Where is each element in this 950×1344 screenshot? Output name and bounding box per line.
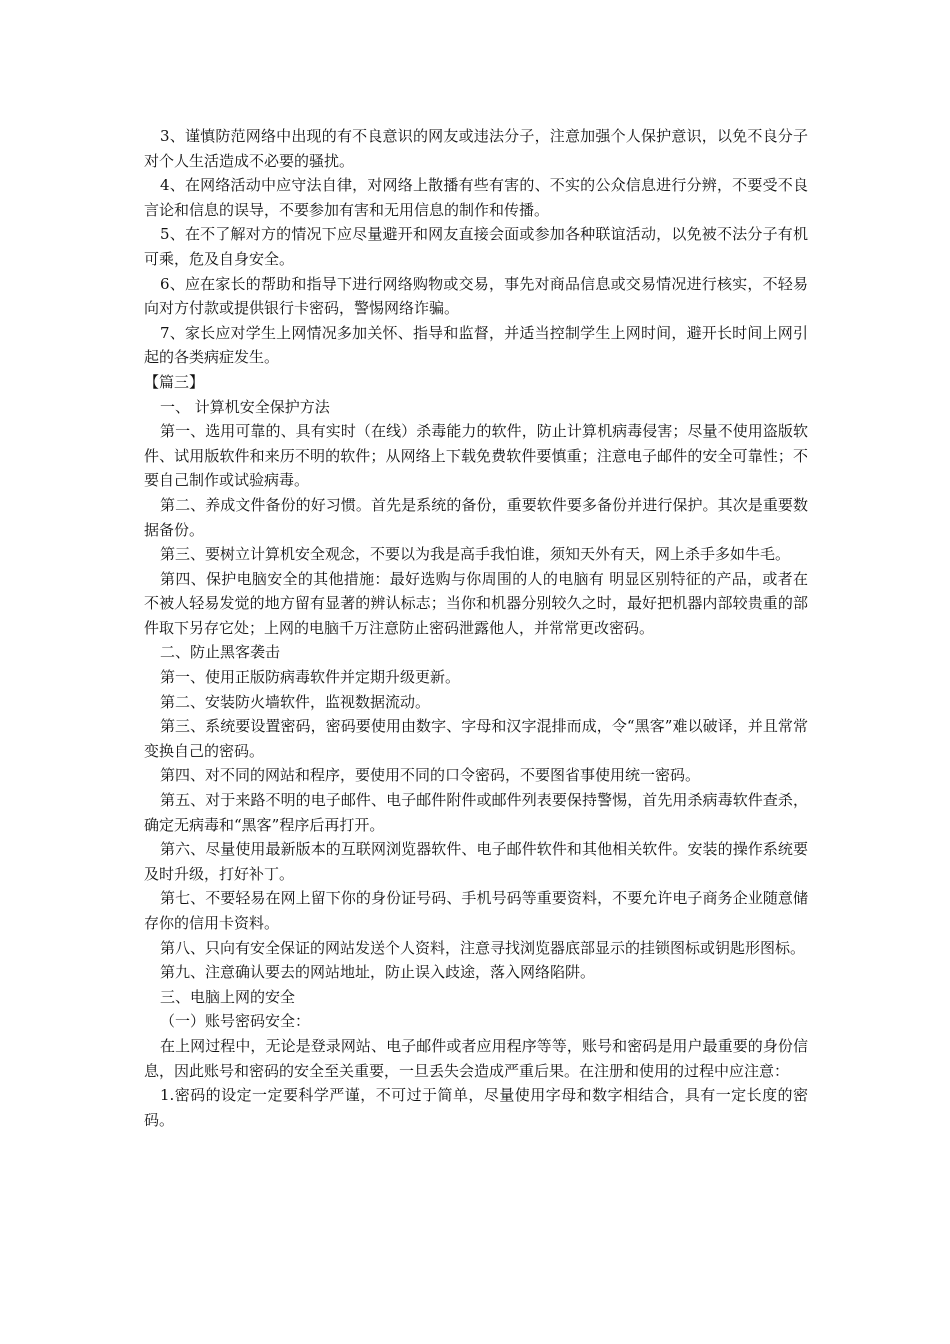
heading-prevent-hackers: 二、防止黑客袭击 xyxy=(160,643,281,662)
heading-computer-security: 一、 计算机安全保护方法 xyxy=(160,397,330,416)
paragraph-tip-5: 5、在不了解对方的情况下应尽量避开和网友直接会面或参加各种联谊活动，以免被不法分子有机可乘，危及自身安全。 xyxy=(144,225,808,268)
paragraph-tip-7: 7、家长应对学生上网情况多加关怀、指导和监督，并适当控制学生上网时间，避开长时间上网引起的各类病症发生。 xyxy=(144,323,808,367)
paragraph-hacker-4: 第四、对不同的网站和程序，要使用不同的口令密码，不要图省事使用统一密码。 xyxy=(160,766,701,785)
paragraph-hacker-3: 第三、系统要设置密码，密码要使用由数字、字母和汉字混排而成，令“黑客”难以破译，并且常常变换自己的密码。 xyxy=(144,717,808,760)
paragraph-tip-4: 4、在网络活动中应守法自律，对网络上散播有些有害的、不实的公众信息进行分辨，不要受不良言论和信息的误导，不要参加有害和无用信息的制作和传播。 xyxy=(144,176,808,219)
paragraph-security-4: 第四、保护电脑安全的其他措施：最好选购与你周围的人的电脑有 明显区别特征的产品，或者在不被人轻易发觉的地方留有显著的辨认标志；当你和机器分别较久之时，最好把机器内部较贵重的部件取下另存它处；上网的电脑千万注意防止密码泄露他人，并常常更改密码。 xyxy=(144,569,808,637)
paragraph-security-3: 第三、要树立计算机安全观念，不要以为我是高手我怕谁，须知天外有天，网上杀手多如牛毛。 xyxy=(160,545,791,564)
paragraph-hacker-6: 第六、尽量使用最新版本的互联网浏览器软件、电子邮件软件和其他相关软件。安装的操作系统要及时升级，打好补丁。 xyxy=(144,840,808,883)
paragraph-tip-3: 3、谨慎防范网络中出现的有不良意识的网友或违法分子，注意加强个人保护意识，以免不良分子对个人生活造成不必要的骚扰。 xyxy=(144,127,808,170)
paragraph-security-1: 第一、选用可靠的、具有实时（在线）杀毒能力的软件，防止计算机病毒侵害；尽量不使用盗版软件、试用版软件和来历不明的软件；从网络上下载免费软件要慎重；注意电子邮件的安全可靠性；不要自己制作或试验病毒。 xyxy=(144,422,808,490)
paragraph-hacker-1: 第一、使用正版防病毒软件并定期升级更新。 xyxy=(160,668,461,687)
paragraph-password-1: 1.密码的设定一定要科学严谨，不可过于简单，尽量使用字母和数字相结合，具有一定长度的密码。 xyxy=(144,1086,808,1129)
paragraph-hacker-8: 第八、只向有安全保证的网站发送个人资料，注意寻找浏览器底部显示的挂锁图标或钥匙形图标。 xyxy=(160,938,806,957)
paragraph-hacker-7: 第七、不要轻易在网上留下你的身份证号码、手机号码等重要资料，不要允许电子商务企业随意储存你的信用卡资料。 xyxy=(144,889,808,932)
document-page xyxy=(144,124,808,1132)
paragraph-account-intro: 在上网过程中，无论是登录网站、电子邮件或者应用程序等等，账号和密码是用户最重要的身份信息，因此账号和密码的安全至关重要，一旦丢失会造成严重后果。在注册和使用的过程中应注意： xyxy=(144,1036,808,1080)
heading-online-safety: 三、电脑上网的安全 xyxy=(160,987,296,1006)
paragraph-hacker-9: 第九、注意确认要去的网站地址，防止误入歧途，落入网络陷阱。 xyxy=(160,963,596,982)
paragraph-hacker-5: 第五、对于来路不明的电子邮件、电子邮件附件或邮件列表要保持警惕，首先用杀病毒软件查杀，确定无病毒和“黑客”程序后再打开。 xyxy=(144,791,808,834)
paragraph-hacker-2: 第二、安装防火墙软件，监视数据流动。 xyxy=(160,692,431,711)
paragraph-security-2: 第二、养成文件备份的好习惯。首先是系统的备份，重要软件要多备份并进行保护。其次是重要数据备份。 xyxy=(144,495,808,539)
section-heading-part-3: 【篇三】 xyxy=(144,372,205,391)
subheading-account-password: （一）账号密码安全： xyxy=(160,1012,311,1031)
paragraph-tip-6: 6、应在家长的帮助和指导下进行网络购物或交易，事先对商品信息或交易情况进行核实，不轻易向对方付款或提供银行卡密码，警惕网络诈骗。 xyxy=(144,274,808,318)
